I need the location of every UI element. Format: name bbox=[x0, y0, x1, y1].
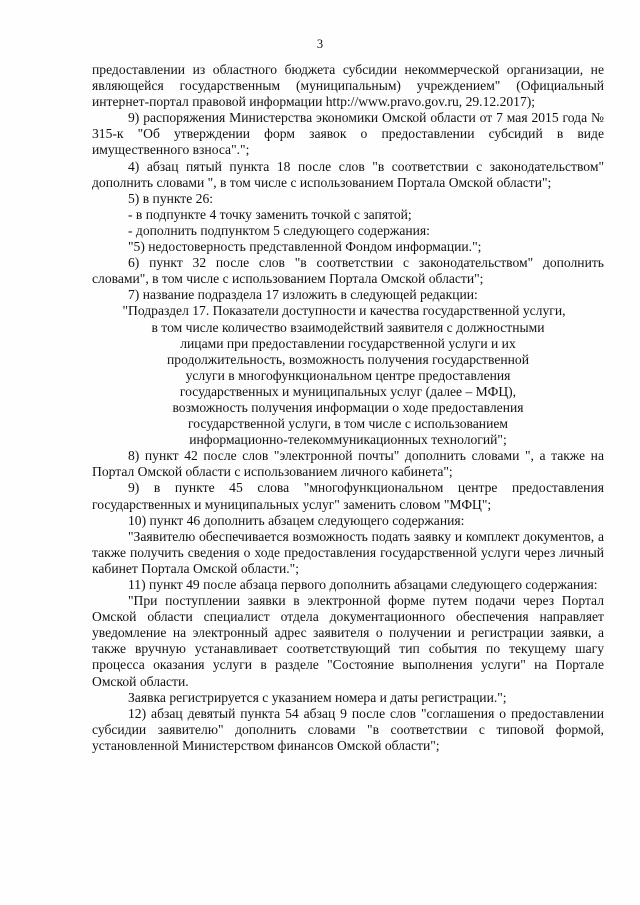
heading-line: лицами при предоставлении государственной услуги и их bbox=[180, 335, 516, 351]
heading-line: государственной услуги, в том числе с использованием bbox=[188, 416, 508, 432]
paragraph: 12) абзац девятый пункта 54 абзац 9 после слов "соглашения о предоставлении субсидии заявителю" дополнить словами "в соответствии с типовой формой, установленной Министерством финансов Омской области"; bbox=[92, 705, 604, 753]
heading-line: государственных и муниципальных услуг (далее – МФЦ), bbox=[179, 383, 517, 399]
subsection-heading bbox=[92, 303, 604, 448]
paragraph: 7) название подраздела 17 изложить в следующей редакции: bbox=[128, 287, 478, 303]
paragraph: - в подпункте 4 точку заменить точкой с запятой; bbox=[128, 206, 412, 222]
paragraph: "5) недостоверность представленной Фондом информации."; bbox=[128, 239, 482, 255]
paragraph: 8) пункт 42 после слов "электронной почты" дополнить словами ", а также на Портал Омской области с использованием личного кабинета"; bbox=[92, 448, 604, 480]
heading-line: "Подраздел 17. Показатели доступности и качества государственной услуги, bbox=[122, 303, 566, 319]
document-body bbox=[92, 62, 604, 754]
page-number: 3 bbox=[316, 37, 324, 51]
heading-line: продолжительность, возможность получения государственной bbox=[167, 351, 529, 367]
heading-line: услуги в многофункциональном центре предоставления bbox=[185, 367, 511, 383]
paragraph: предоставлении из областного бюджета субсидии некоммерческой организации, не являющейся государственным (муниципальным) учреждением" (Официальный интернет-портал правовой информации http://www.pravo.gov.ru, 29.12.2017); bbox=[92, 62, 604, 110]
paragraph: Заявка регистрируется с указанием номера и даты регистрации."; bbox=[128, 689, 507, 705]
paragraph: "При поступлении заявки в электронной форме путем подачи через Портал Омской области специалист отдела документационного обеспечения направляет уведомление на электронный адрес заявителя о получении и регистрации заявки, а также вручную устанавливает соответствующий тип события по текущему шагу процесса оказания услуги в разделе "Состояние выполнения услуги" на Портале Омской области. bbox=[92, 593, 604, 689]
paragraph: 10) пункт 46 дополнить абзацем следующего содержания: bbox=[128, 512, 465, 528]
heading-line: возможность получения информации о ходе предоставления bbox=[172, 399, 524, 415]
paragraph: 11) пункт 49 после абзаца первого дополнить абзацами следующего содержания: bbox=[128, 577, 598, 592]
paragraph: 6) пункт 32 после слов "в соответствии с законодательством" дополнить словами", в том числе с использованием Портала Омской области"; bbox=[92, 255, 604, 287]
paragraph: 9) распоряжения Министерства экономики Омской области от 7 мая 2015 года № 315-к "Об утверждении форм заявок о предоставлении субсидий в виде имущественного взноса"."; bbox=[92, 110, 604, 158]
paragraph: 4) абзац пятый пункта 18 после слов "в соответствии с законодательством" дополнить словами ", в том числе с использованием Портала Омской области"; bbox=[92, 158, 604, 190]
paragraph: "Заявителю обеспечивается возможность подать заявку и комплект документов, а также получить сведения о ходе предоставления государственной услуги через личный кабинет Портала Омской области."; bbox=[92, 528, 604, 576]
paragraph: 5) в пункте 26: bbox=[128, 190, 214, 206]
heading-line: в том числе количество взаимодействий заявителя с должностными bbox=[151, 319, 545, 335]
heading-line: информационно-телекоммуникационных технологий"; bbox=[189, 432, 507, 448]
paragraph: - дополнить подпунктом 5 следующего содержания: bbox=[128, 222, 430, 238]
paragraph: 9) в пункте 45 слова "многофункциональном центре предоставления государственных и муниципальных услуг" заменить словом "МФЦ"; bbox=[92, 480, 604, 512]
